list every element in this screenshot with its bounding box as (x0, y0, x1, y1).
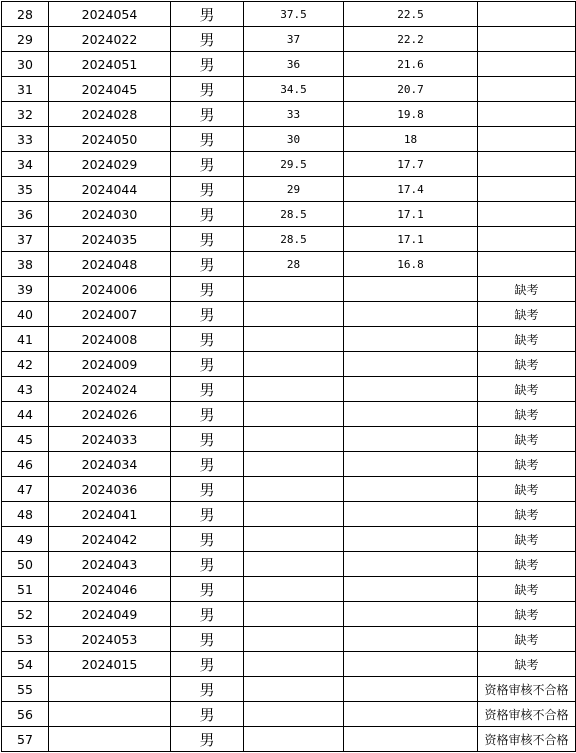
remark-cell: 缺考 (478, 352, 576, 377)
gender-cell: 男 (171, 602, 244, 627)
gender-cell: 男 (171, 252, 244, 277)
gender-cell: 男 (171, 277, 244, 302)
candidate-id-cell: 2024051 (49, 52, 171, 77)
remark-cell (478, 77, 576, 102)
weighted-score-cell (344, 452, 478, 477)
weighted-score-cell: 22.5 (344, 2, 478, 27)
score-cell (244, 502, 344, 527)
table-row (2, 427, 576, 452)
weighted-score-cell (344, 552, 478, 577)
seq-cell: 57 (2, 727, 49, 752)
weighted-score-cell (344, 652, 478, 677)
candidate-id-cell: 2024048 (49, 252, 171, 277)
candidate-id-cell: 2024043 (49, 552, 171, 577)
seq-cell: 50 (2, 552, 49, 577)
score-cell (244, 377, 344, 402)
remark-cell: 资格审核不合格 (478, 702, 576, 727)
gender-cell: 男 (171, 727, 244, 752)
seq-cell: 34 (2, 152, 49, 177)
seq-cell: 49 (2, 527, 49, 552)
table-row (2, 552, 576, 577)
gender-cell: 男 (171, 577, 244, 602)
remark-cell (478, 177, 576, 202)
weighted-score-cell: 20.7 (344, 77, 478, 102)
gender-cell: 男 (171, 227, 244, 252)
weighted-score-cell (344, 477, 478, 502)
table-row (2, 677, 576, 702)
weighted-score-cell: 17.1 (344, 227, 478, 252)
seq-cell: 46 (2, 452, 49, 477)
remark-cell (478, 152, 576, 177)
weighted-score-cell (344, 377, 478, 402)
candidate-id-cell: 2024009 (49, 352, 171, 377)
remark-cell: 资格审核不合格 (478, 677, 576, 702)
seq-cell: 52 (2, 602, 49, 627)
remark-cell: 资格审核不合格 (478, 727, 576, 752)
table-row (2, 302, 576, 327)
score-cell (244, 427, 344, 452)
seq-cell: 42 (2, 352, 49, 377)
candidate-id-cell (49, 702, 171, 727)
table-row (2, 352, 576, 377)
gender-cell: 男 (171, 527, 244, 552)
weighted-score-cell (344, 302, 478, 327)
seq-cell: 54 (2, 652, 49, 677)
score-cell: 37.5 (244, 2, 344, 27)
table-row (2, 502, 576, 527)
score-cell (244, 727, 344, 752)
table-row (2, 102, 576, 127)
gender-cell: 男 (171, 27, 244, 52)
score-cell: 28.5 (244, 202, 344, 227)
candidate-id-cell: 2024034 (49, 452, 171, 477)
seq-cell: 37 (2, 227, 49, 252)
gender-cell: 男 (171, 627, 244, 652)
seq-cell: 55 (2, 677, 49, 702)
table-row (2, 77, 576, 102)
seq-cell: 45 (2, 427, 49, 452)
table-row (2, 702, 576, 727)
seq-cell: 33 (2, 127, 49, 152)
table-row (2, 252, 576, 277)
weighted-score-cell (344, 677, 478, 702)
weighted-score-cell (344, 577, 478, 602)
candidate-id-cell: 2024041 (49, 502, 171, 527)
table-row (2, 277, 576, 302)
weighted-score-cell (344, 352, 478, 377)
gender-cell: 男 (171, 502, 244, 527)
candidate-id-cell: 2024022 (49, 27, 171, 52)
remark-cell (478, 52, 576, 77)
remark-cell (478, 127, 576, 152)
candidate-id-cell (49, 727, 171, 752)
weighted-score-cell: 18 (344, 127, 478, 152)
weighted-score-cell: 22.2 (344, 27, 478, 52)
score-cell: 33 (244, 102, 344, 127)
seq-cell: 38 (2, 252, 49, 277)
seq-cell: 39 (2, 277, 49, 302)
seq-cell: 53 (2, 627, 49, 652)
table-row (2, 177, 576, 202)
table-row (2, 327, 576, 352)
score-cell (244, 352, 344, 377)
gender-cell: 男 (171, 327, 244, 352)
score-cell (244, 302, 344, 327)
remark-cell (478, 202, 576, 227)
seq-cell: 56 (2, 702, 49, 727)
gender-cell: 男 (171, 177, 244, 202)
table-row (2, 202, 576, 227)
gender-cell: 男 (171, 427, 244, 452)
candidate-id-cell: 2024030 (49, 202, 171, 227)
gender-cell: 男 (171, 52, 244, 77)
remark-cell: 缺考 (478, 452, 576, 477)
score-cell (244, 602, 344, 627)
score-cell (244, 677, 344, 702)
weighted-score-cell (344, 502, 478, 527)
table-row (2, 452, 576, 477)
score-cell: 28.5 (244, 227, 344, 252)
score-cell (244, 402, 344, 427)
remark-cell: 缺考 (478, 577, 576, 602)
table-row (2, 127, 576, 152)
table-row (2, 402, 576, 427)
score-cell (244, 452, 344, 477)
weighted-score-cell: 17.7 (344, 152, 478, 177)
remark-cell: 缺考 (478, 527, 576, 552)
seq-cell: 48 (2, 502, 49, 527)
gender-cell: 男 (171, 477, 244, 502)
table-row (2, 727, 576, 752)
table-row (2, 602, 576, 627)
weighted-score-cell: 19.8 (344, 102, 478, 127)
remark-cell (478, 227, 576, 252)
seq-cell: 30 (2, 52, 49, 77)
remark-cell: 缺考 (478, 552, 576, 577)
gender-cell: 男 (171, 352, 244, 377)
score-cell (244, 277, 344, 302)
weighted-score-cell (344, 327, 478, 352)
gender-cell: 男 (171, 102, 244, 127)
candidate-id-cell: 2024054 (49, 2, 171, 27)
remark-cell: 缺考 (478, 427, 576, 452)
candidate-id-cell: 2024049 (49, 602, 171, 627)
candidate-id-cell: 2024028 (49, 102, 171, 127)
weighted-score-cell (344, 602, 478, 627)
candidate-id-cell: 2024053 (49, 627, 171, 652)
remark-cell: 缺考 (478, 402, 576, 427)
weighted-score-cell (344, 527, 478, 552)
seq-cell: 43 (2, 377, 49, 402)
gender-cell: 男 (171, 2, 244, 27)
seq-cell: 32 (2, 102, 49, 127)
score-cell (244, 627, 344, 652)
score-cell (244, 577, 344, 602)
seq-cell: 29 (2, 27, 49, 52)
gender-cell: 男 (171, 377, 244, 402)
remark-cell: 缺考 (478, 477, 576, 502)
candidate-id-cell (49, 677, 171, 702)
candidate-id-cell: 2024042 (49, 527, 171, 552)
seq-cell: 41 (2, 327, 49, 352)
score-cell: 29.5 (244, 152, 344, 177)
gender-cell: 男 (171, 77, 244, 102)
candidate-id-cell: 2024033 (49, 427, 171, 452)
score-cell (244, 327, 344, 352)
seq-cell: 51 (2, 577, 49, 602)
table-row (2, 27, 576, 52)
results-table (1, 1, 576, 752)
score-cell (244, 652, 344, 677)
table-row (2, 2, 576, 27)
weighted-score-cell (344, 627, 478, 652)
weighted-score-cell (344, 402, 478, 427)
score-cell (244, 477, 344, 502)
seq-cell: 40 (2, 302, 49, 327)
gender-cell: 男 (171, 402, 244, 427)
candidate-id-cell: 2024026 (49, 402, 171, 427)
results-table-body (2, 2, 576, 752)
candidate-id-cell: 2024035 (49, 227, 171, 252)
gender-cell: 男 (171, 302, 244, 327)
seq-cell: 28 (2, 2, 49, 27)
seq-cell: 35 (2, 177, 49, 202)
seq-cell: 36 (2, 202, 49, 227)
seq-cell: 47 (2, 477, 49, 502)
gender-cell: 男 (171, 702, 244, 727)
weighted-score-cell: 17.4 (344, 177, 478, 202)
candidate-id-cell: 2024044 (49, 177, 171, 202)
weighted-score-cell (344, 427, 478, 452)
score-cell: 37 (244, 27, 344, 52)
table-row (2, 52, 576, 77)
remark-cell: 缺考 (478, 327, 576, 352)
score-cell (244, 552, 344, 577)
remark-cell (478, 252, 576, 277)
candidate-id-cell: 2024045 (49, 77, 171, 102)
remark-cell: 缺考 (478, 502, 576, 527)
table-row (2, 227, 576, 252)
candidate-id-cell: 2024015 (49, 652, 171, 677)
gender-cell: 男 (171, 552, 244, 577)
table-row (2, 377, 576, 402)
score-cell: 34.5 (244, 77, 344, 102)
weighted-score-cell: 21.6 (344, 52, 478, 77)
remark-cell: 缺考 (478, 602, 576, 627)
candidate-id-cell: 2024046 (49, 577, 171, 602)
candidate-id-cell: 2024024 (49, 377, 171, 402)
score-cell: 30 (244, 127, 344, 152)
weighted-score-cell (344, 277, 478, 302)
seq-cell: 31 (2, 77, 49, 102)
score-cell: 36 (244, 52, 344, 77)
weighted-score-cell (344, 727, 478, 752)
table-row (2, 527, 576, 552)
score-cell: 28 (244, 252, 344, 277)
weighted-score-cell: 16.8 (344, 252, 478, 277)
remark-cell: 缺考 (478, 652, 576, 677)
remark-cell (478, 102, 576, 127)
candidate-id-cell: 2024008 (49, 327, 171, 352)
gender-cell: 男 (171, 127, 244, 152)
weighted-score-cell (344, 702, 478, 727)
score-cell (244, 702, 344, 727)
candidate-id-cell: 2024029 (49, 152, 171, 177)
seq-cell: 44 (2, 402, 49, 427)
weighted-score-cell: 17.1 (344, 202, 478, 227)
gender-cell: 男 (171, 152, 244, 177)
gender-cell: 男 (171, 202, 244, 227)
remark-cell: 缺考 (478, 302, 576, 327)
candidate-id-cell: 2024036 (49, 477, 171, 502)
remark-cell: 缺考 (478, 277, 576, 302)
candidate-id-cell: 2024050 (49, 127, 171, 152)
table-row (2, 152, 576, 177)
remark-cell (478, 2, 576, 27)
remark-cell: 缺考 (478, 377, 576, 402)
table-row (2, 627, 576, 652)
gender-cell: 男 (171, 677, 244, 702)
gender-cell: 男 (171, 652, 244, 677)
gender-cell: 男 (171, 452, 244, 477)
score-cell (244, 527, 344, 552)
remark-cell: 缺考 (478, 627, 576, 652)
table-row (2, 652, 576, 677)
candidate-id-cell: 2024006 (49, 277, 171, 302)
candidate-id-cell: 2024007 (49, 302, 171, 327)
table-row (2, 577, 576, 602)
table-row (2, 477, 576, 502)
score-cell: 29 (244, 177, 344, 202)
remark-cell (478, 27, 576, 52)
